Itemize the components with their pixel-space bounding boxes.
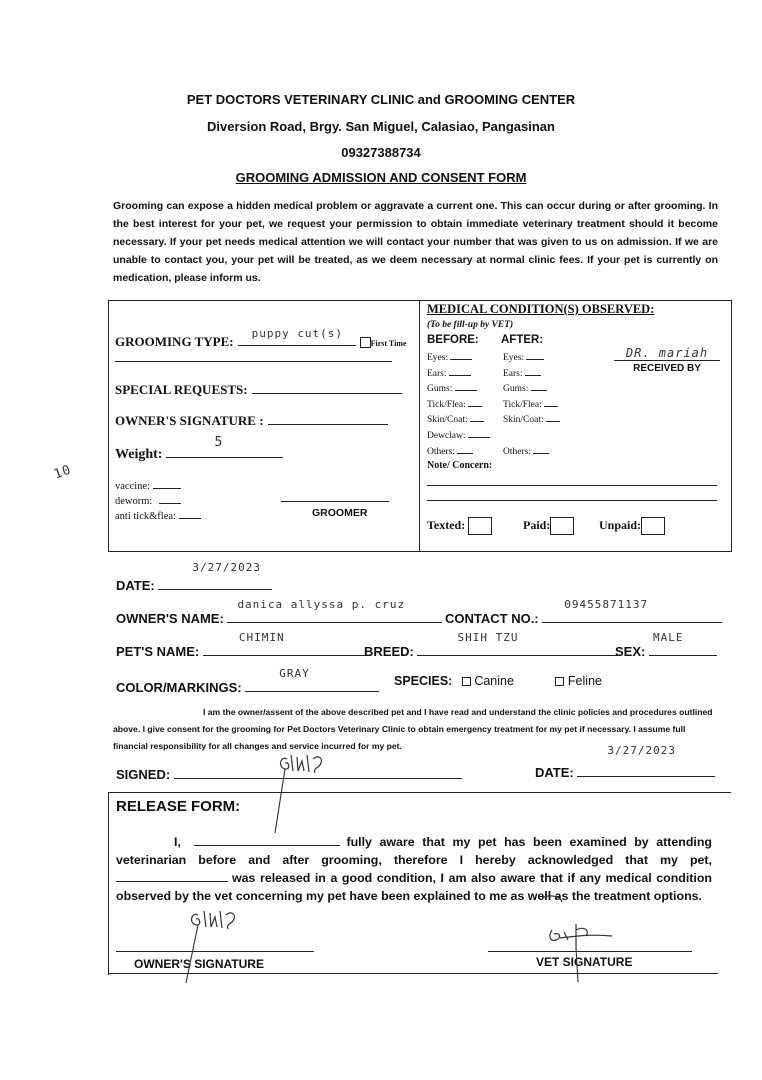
clinic-name: PET DOCTORS VETERINARY CLINIC and GROOMING CENTER [186, 92, 576, 107]
note-line[interactable] [427, 485, 717, 486]
grooming-box [108, 300, 732, 552]
before-heading: BEFORE: [427, 334, 479, 346]
paid-checkbox[interactable] [550, 517, 574, 535]
intro-paragraph: Grooming can expose a hidden medical problem or aggravate a current one. This can occur during or after grooming. In the best interest for your pet, we request your permission to obtain immediate veterinary treatment should it become necessary. If your pet needs medical attention we will contact your number that was given to us on admission. If we are unable to contact you, your pet will be treated, as we deem necessary at normal clinic fees. If your pet is currently on medication, please inform us. [113, 200, 718, 284]
before-item: Ears: [427, 367, 490, 383]
medical-subtitle: (To be fill-up by VET) [427, 320, 514, 330]
unpaid-checkbox[interactable] [641, 517, 665, 535]
anti-tick-label: anti tick&flea: [115, 511, 176, 522]
medical-title: MEDICAL CONDITION(S) OBSERVED: [427, 302, 655, 316]
clinic-phone: 09327388734 [341, 145, 421, 160]
species-row [394, 674, 602, 688]
unpaid-label: Unpaid: [599, 517, 642, 532]
special-requests-row [115, 381, 402, 399]
owner-name-row [116, 598, 442, 626]
special-requests-label: SPECIAL REQUESTS: [115, 382, 248, 397]
sex-field[interactable] [649, 631, 717, 656]
before-item: Gums: [427, 382, 490, 398]
color-value: GRAY [279, 667, 310, 680]
before-item: Eyes: [427, 351, 490, 367]
paid-row [523, 517, 574, 535]
form-title: GROOMING ADMISSION AND CONSENT FORM [235, 170, 527, 185]
breed-value: SHIH TZU [457, 631, 519, 644]
after-item: Others: [503, 445, 560, 461]
note-concern-label: Note/ Concern: [427, 460, 493, 471]
vet-signature-label: VET SIGNATURE [536, 955, 633, 969]
signed-date-label: DATE: [535, 765, 574, 780]
weight-value: 5 [214, 435, 224, 450]
deworm-row [115, 494, 181, 507]
owner-signature-release-label: OWNER'S SIGNATURE [134, 957, 264, 971]
canine-label: Canine [474, 674, 514, 688]
date-row [116, 561, 272, 593]
pet-name-row [116, 631, 371, 659]
grooming-type-extra-line [115, 361, 392, 362]
owner-signature-field[interactable] [268, 412, 388, 425]
texted-label: Texted: [427, 517, 466, 532]
owner-signature-label: OWNER'S SIGNATURE : [115, 413, 264, 428]
feline-label: Feline [567, 674, 602, 688]
feline-checkbox[interactable] [555, 677, 564, 686]
grooming-type-value: puppy cut(s) [251, 327, 344, 340]
received-by-label: RECEIVED BY [633, 363, 701, 374]
grooming-type-row [115, 327, 415, 351]
box-divider [419, 301, 420, 551]
unpaid-row [599, 517, 665, 535]
after-item: Eyes: [503, 351, 560, 367]
color-label: COLOR/MARKINGS: [116, 680, 242, 695]
after-item: Ears: [503, 367, 560, 383]
vaccine-label: vaccine: [115, 481, 150, 492]
release-owner-signature-scribble [180, 905, 250, 985]
signed-date-value: 3/27/2023 [607, 744, 676, 757]
pet-name-field[interactable] [203, 631, 371, 656]
before-list [427, 351, 490, 460]
species-label: SPECIES: [394, 674, 453, 688]
pet-name-label: PET'S NAME: [116, 644, 200, 659]
canine-checkbox[interactable] [462, 677, 471, 686]
before-item: Skin/Coat: [427, 413, 490, 429]
sex-row [615, 631, 717, 659]
first-time-label: First Time [370, 339, 407, 348]
after-item: Tick/Flea: [503, 398, 560, 414]
special-requests-field[interactable] [252, 381, 402, 394]
contact-label: CONTACT NO.: [445, 611, 539, 626]
contact-field[interactable] [542, 598, 722, 623]
anti-tick-field[interactable] [179, 509, 201, 519]
before-item: Dewclaw: [427, 429, 490, 445]
sex-value: MALE [652, 631, 684, 644]
after-heading: AFTER: [501, 334, 544, 346]
release-name-field[interactable] [194, 833, 340, 846]
first-time-checkbox[interactable] [360, 337, 371, 348]
signed-date-field[interactable] [577, 744, 715, 777]
note-line[interactable] [427, 500, 717, 501]
vaccine-field[interactable] [153, 479, 181, 489]
after-item: Skin/Coat: [503, 413, 560, 429]
received-by-block [614, 346, 720, 374]
release-text-part1: fully aware that my pet has been examined by attending veterinarian before and after grooming, therefore I hereby acknowledged that my pet, [116, 835, 713, 867]
after-list [503, 351, 560, 460]
anti-tick-row [115, 509, 201, 522]
contact-value: 09455871137 [564, 598, 649, 611]
pet-name-value: CHIMIN [238, 631, 285, 644]
color-row [116, 667, 379, 695]
release-paragraph [116, 833, 712, 905]
date-label: DATE: [116, 578, 155, 593]
weight-label: Weight: [115, 447, 163, 462]
color-field[interactable] [245, 667, 379, 692]
after-item: Gums: [503, 382, 560, 398]
before-item: Tick/Flea: [427, 398, 490, 414]
texted-row [427, 517, 492, 535]
owner-name-value: danica allyssa p. cruz [237, 598, 406, 611]
owner-name-label: OWNER'S NAME: [116, 611, 224, 626]
breed-field[interactable] [417, 631, 619, 656]
deworm-label: deworm: [115, 496, 153, 507]
weight-row [115, 435, 283, 463]
release-text-part2: was released in a good condition, I am also aware that if any medical condition observed by the vet concerning my pet have been explained to me as well as the treatment options. [116, 871, 712, 903]
consent-paragraph: I am the owner/assent of the above described pet and I have read and understand the clinic policies and procedures outlined above. I give consent for the grooming for Pet Doctors Veterinary Clinic to obtain emergency treatment for my pet if necessary. I assume full financial responsibility for all changes and service incurred for my pet. [113, 707, 713, 751]
owner-signature-row [115, 412, 388, 430]
release-i-label: I, [174, 835, 181, 849]
breed-label: BREED: [364, 644, 414, 659]
groomer-signature-line[interactable] [281, 501, 389, 502]
weight-field[interactable] [166, 435, 283, 458]
grooming-type-label: GROOMING TYPE: [115, 334, 234, 349]
date-value: 3/27/2023 [192, 561, 261, 574]
deworm-field[interactable] [159, 494, 181, 504]
margin-note: 10 [51, 462, 74, 483]
texted-checkbox[interactable] [468, 517, 492, 535]
vaccine-row [115, 479, 181, 492]
sex-label: SEX: [615, 644, 646, 659]
signed-date-row [535, 744, 715, 780]
contact-row [445, 598, 722, 626]
vet-signature-scribble [540, 890, 620, 985]
signed-label: SIGNED: [116, 767, 171, 782]
received-by-value: DR. mariah [614, 346, 720, 361]
breed-row [364, 631, 619, 659]
release-pet-field[interactable] [116, 869, 228, 882]
before-item: Others: [427, 445, 490, 461]
clinic-address: Diversion Road, Brgy. San Miguel, Calasiao, Pangasinan [207, 119, 555, 134]
paid-label: Paid: [523, 517, 551, 532]
release-title: RELEASE FORM: [116, 798, 241, 815]
date-field[interactable] [158, 561, 272, 590]
owner-name-field[interactable] [227, 598, 442, 623]
grooming-type-field[interactable] [238, 327, 356, 346]
groomer-label: GROOMER [312, 507, 368, 519]
